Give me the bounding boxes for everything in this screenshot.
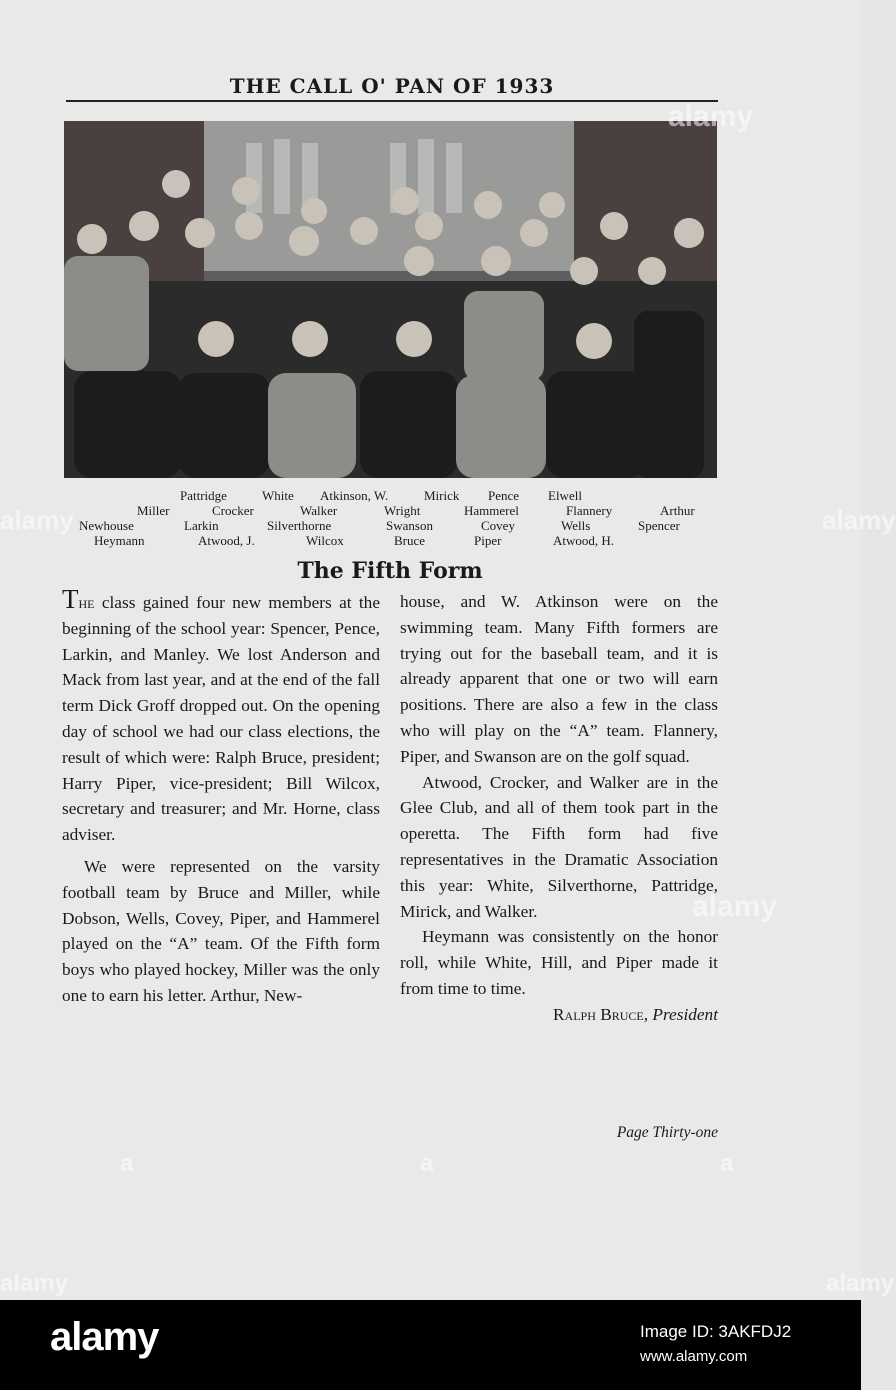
site-url: www.alamy.com [640,1348,748,1365]
caption-name: Swanson [386,518,433,533]
running-header: THE CALL O' PAN OF 1933 [229,74,555,98]
caption-name: Spencer [638,518,680,533]
drop-cap: T [62,584,79,614]
signature-title: President [652,1004,718,1024]
caption-name: Wilcox [306,533,344,548]
lead-in: he [78,593,95,612]
article-column-left [62,584,380,1009]
stock-footer-bar [0,1300,861,1390]
caption-name: Atwood, H. [553,533,615,548]
caption-name: Piper [474,533,502,548]
caption-name: White [262,488,294,503]
caption-name: Hammerel [464,503,519,518]
article-paragraph: house, and W. Atkinson were on the swimming team. Many Fifth formers are trying out for the baseball team, and it is already apparent that one or two will earn positions. There are also a few in the class who will play on the “A” team. Flannery, Piper, and Swanson are on the golf squad. [400,592,718,766]
article-paragraph: Heymann was consistently on the honor roll, while White, Hill, and Piper made it from time to time. [400,927,718,998]
caption-name: Miller [137,503,170,518]
page-number: Page Thirty-one [616,1124,718,1141]
caption-name: Heymann [94,533,145,548]
photo-caption [60,488,725,548]
watermark-text: alamy [0,505,74,535]
watermark-text: alamy [668,100,754,133]
caption-row-4 [60,533,725,548]
caption-name: Larkin [184,518,219,533]
article-column-right [400,589,718,1028]
paragraph-text: class gained four new members at the beginning of the school year: Spencer, Pence, Larkin, and Manley. We lost Anderson and Mack from last year, and at the end of the fall term Dick Groff dropped out. On the opening day of school we had our class elections, the result of which were: Ralph Bruce, president; Harry Piper, vice-president; Bill Wilcox, secretary and treasurer; and Mr. Horne, class adviser. [62,593,380,845]
caption-name: Wright [384,503,421,518]
article-title: The Fifth Form [297,558,483,584]
caption-name: Walker [300,503,338,518]
caption-name: Atkinson, W. [320,488,389,503]
article-paragraph: We were represented on the varsity football team by Bruce and Miller, while Dobson, Wells, Covey, Piper, and Hammerel played on the “A” team. Of the Fifth form boys who played hockey, Miller was the only one to earn his letter. Arthur, New- [62,856,380,1005]
watermark-letter: a [120,1150,134,1177]
signature-name: Ralph Bruce, [553,1004,649,1024]
article-paragraph: Atwood, Crocker, and Walker are in the Glee Club, and all of them took part in the operetta. The Fifth form had five representatives in the Dramatic Association this year: White, Silverthorne, Pattridge, Mirick, and Walker. [400,772,718,921]
caption-name: Crocker [212,503,254,518]
caption-row-2 [60,503,725,518]
caption-row-3 [60,518,725,533]
caption-name: Pattridge [180,488,227,503]
alamy-logo: alamy [50,1315,159,1359]
caption-name: Elwell [548,488,582,503]
caption-name: Newhouse [79,518,134,533]
caption-name: Arthur [660,503,695,518]
watermark-text: alamy [0,1270,69,1297]
article-paragraph [62,584,380,848]
caption-name: Covey [481,518,515,533]
caption-name: Atwood, J. [198,533,255,548]
watermark-letter: a [420,1150,434,1177]
watermark-letter: a [720,1150,734,1177]
photo-illustration [64,121,717,478]
caption-name: Wells [561,518,591,533]
image-id: Image ID: 3AKFDJ2 [640,1322,792,1341]
class-group-photo [64,121,717,478]
caption-name: Mirick [424,488,460,503]
caption-name: Pence [488,488,520,503]
watermark-text: alamy [822,505,896,535]
watermark-text: alamy [826,1270,895,1297]
caption-name: Silverthorne [267,518,332,533]
watermark-text: alamy [692,890,778,923]
caption-name: Bruce [394,533,426,548]
header-rule [66,100,718,102]
signature [400,1002,718,1028]
caption-row-1 [60,488,725,503]
caption-name: Flannery [566,503,613,518]
